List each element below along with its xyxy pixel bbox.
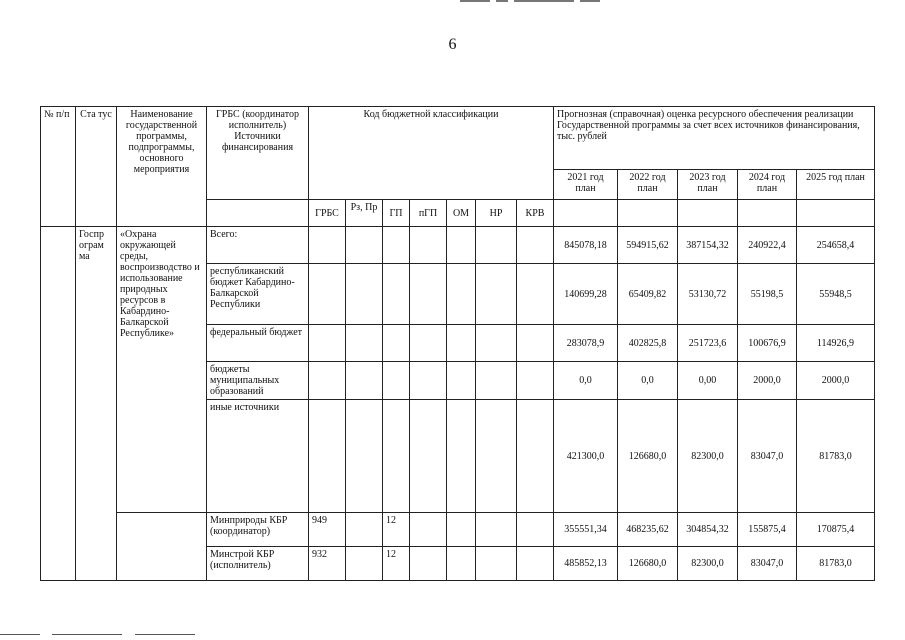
cell-code-om [447,362,476,400]
cell-code-pgp [410,227,447,264]
cell-value-2021: 421300,0 [554,400,618,513]
cell-num [41,227,76,581]
cell-value-2021: 485852,13 [554,547,618,581]
cell-code-grbs [309,264,346,325]
cell-code-om [447,400,476,513]
cell-code-om [447,264,476,325]
cell-code-rzpr [346,325,383,362]
cell-program-name-blank [117,513,207,581]
cell-value-2023: 304854,32 [678,513,738,547]
cell-code-gp [383,325,410,362]
cell-value-2025: 2000,0 [797,362,875,400]
cell-code-nr [476,513,517,547]
cell-code-nr [476,227,517,264]
cell-value-2025: 170875,4 [797,513,875,547]
cell-code-nr [476,547,517,581]
cell-value-2024: 155875,4 [738,513,797,547]
header-num: № п/п [41,107,76,227]
budget-table [40,106,875,581]
cell-code-rzpr [346,264,383,325]
bottom-edge-lines [0,634,905,636]
cell-code-krv [517,264,554,325]
cell-code-rzpr [346,547,383,581]
cell-code-grbs: 949 [309,513,346,547]
header-blank [618,200,678,227]
header-code-om: ОМ [447,200,476,227]
cell-value-2024: 240922,4 [738,227,797,264]
header-name: Наименование государственной программы, подпрограммы, основного мероприятия [117,107,207,227]
cell-value-2024: 100676,9 [738,325,797,362]
header-blank [678,200,738,227]
cell-code-pgp [410,325,447,362]
cell-status: Госпр ограм ма [76,227,117,581]
cell-code-gp: 12 [383,547,410,581]
cell-value-2022: 65409,82 [618,264,678,325]
cell-value-2025: 114926,9 [797,325,875,362]
cell-code-nr [476,264,517,325]
cell-code-pgp [410,362,447,400]
cell-code-pgp [410,547,447,581]
cell-code-rzpr [346,513,383,547]
cell-code-gp [383,400,410,513]
header-blank [554,200,618,227]
cell-value-2023: 53130,72 [678,264,738,325]
cell-value-2024: 55198,5 [738,264,797,325]
cell-value-2021: 283078,9 [554,325,618,362]
cell-code-pgp [410,513,447,547]
cell-code-gp: 12 [383,513,410,547]
cell-code-om [447,547,476,581]
top-edge-marks [460,0,660,4]
cell-code-grbs [309,362,346,400]
cell-code-om [447,227,476,264]
cell-value-2021: 355551,34 [554,513,618,547]
cell-value-2024: 83047,0 [738,547,797,581]
cell-value-2025: 55948,5 [797,264,875,325]
cell-value-2025: 81783,0 [797,400,875,513]
header-year-2024: 2024 год план [738,170,797,200]
header-code-gp: ГП [383,200,410,227]
header-forecast: Прогнозная (справочная) оценка ресурсного обеспечения реализации Государственной программы за счет всех источников финансирования, тыс. рублей [554,107,875,170]
cell-code-om [447,513,476,547]
cell-code-krv [517,400,554,513]
header-blank [797,200,875,227]
cell-source: бюджеты муниципальных образований [207,362,309,400]
header-code-nr: НР [476,200,517,227]
cell-source: федеральный бюджет [207,325,309,362]
cell-value-2024: 2000,0 [738,362,797,400]
cell-source: Минприроды КБР (координатор) [207,513,309,547]
cell-source: Минстрой КБР (исполнитель) [207,547,309,581]
header-grbs: ГРБС (координатор исполнитель) Источники финансирования [207,107,309,200]
cell-code-rzpr [346,227,383,264]
cell-value-2022: 402825,8 [618,325,678,362]
cell-code-om [447,325,476,362]
cell-value-2021: 0,0 [554,362,618,400]
header-year-2025: 2025 год план [797,170,875,200]
header-code-rzpr: Рз, Пр [346,200,383,227]
cell-code-grbs: 932 [309,547,346,581]
cell-value-2021: 845078,18 [554,227,618,264]
cell-value-2024: 83047,0 [738,400,797,513]
table-row [41,227,875,264]
cell-value-2021: 140699,28 [554,264,618,325]
cell-code-krv [517,547,554,581]
cell-code-gp [383,227,410,264]
header-year-2022: 2022 год план [618,170,678,200]
header-grbs-blank [207,200,309,227]
cell-source: республиканский бюджет Кабардино-Балкарской Республики [207,264,309,325]
cell-value-2022: 126680,0 [618,547,678,581]
header-year-2021: 2021 год план [554,170,618,200]
header-budget-code: Код бюджетной классификации [309,107,554,200]
cell-source: иные источники [207,400,309,513]
cell-code-rzpr [346,362,383,400]
header-code-pgp: пГП [410,200,447,227]
cell-code-krv [517,362,554,400]
cell-value-2025: 254658,4 [797,227,875,264]
cell-value-2023: 0,00 [678,362,738,400]
cell-code-nr [476,325,517,362]
cell-code-gp [383,264,410,325]
cell-value-2022: 594915,62 [618,227,678,264]
cell-code-grbs [309,325,346,362]
cell-code-grbs [309,227,346,264]
cell-code-gp [383,362,410,400]
table-row [41,513,875,547]
cell-code-pgp [410,400,447,513]
cell-program-name: «Охрана окружающей среды, воспроизводство и использование природных ресурсов в Кабардино-Балкарской Республике» [117,227,207,513]
cell-value-2023: 82300,0 [678,547,738,581]
cell-value-2022: 126680,0 [618,400,678,513]
cell-value-2025: 81783,0 [797,547,875,581]
header-code-grbs: ГРБС [309,200,346,227]
page-number: 6 [448,36,457,53]
cell-value-2023: 251723,6 [678,325,738,362]
header-status: Ста тус [76,107,117,227]
cell-code-pgp [410,264,447,325]
cell-code-nr [476,362,517,400]
cell-code-krv [517,513,554,547]
cell-source: Всего: [207,227,309,264]
cell-code-grbs [309,400,346,513]
cell-code-krv [517,325,554,362]
header-code-krv: КРВ [517,200,554,227]
cell-value-2023: 82300,0 [678,400,738,513]
cell-code-rzpr [346,400,383,513]
header-year-2023: 2023 год план [678,170,738,200]
cell-value-2022: 0,0 [618,362,678,400]
header-blank [738,200,797,227]
cell-code-krv [517,227,554,264]
cell-value-2023: 387154,32 [678,227,738,264]
cell-value-2022: 468235,62 [618,513,678,547]
cell-code-nr [476,400,517,513]
